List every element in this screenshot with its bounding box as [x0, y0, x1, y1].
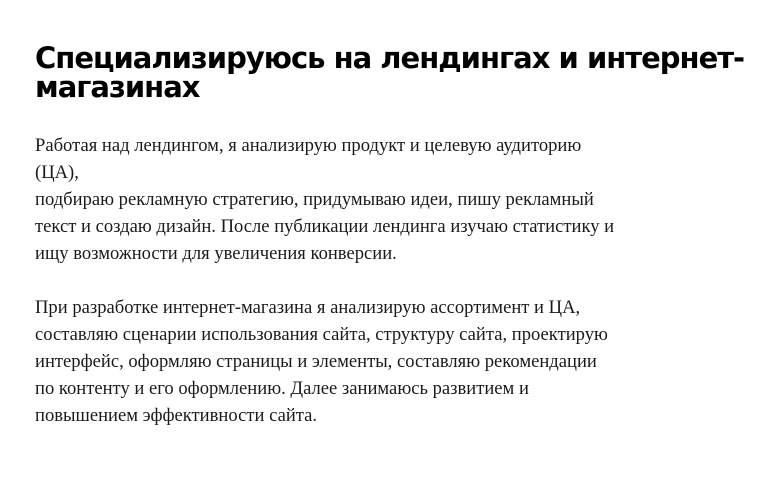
paragraph-line: по контенту и его оформлению. Далее занимаюсь развитием и	[35, 378, 529, 399]
paragraph-line: Работая над лендингом, я анализирую продукт и целевую аудиторию	[35, 135, 582, 156]
landing-description-paragraph	[35, 132, 755, 267]
paragraph-line: составляю сценарии использования сайта, структуру сайта, проектирую	[35, 324, 608, 345]
content-section	[35, 41, 755, 429]
paragraph-line: повышением эффективности сайта.	[35, 405, 318, 426]
section-title	[35, 41, 755, 104]
paragraph-line: подбираю рекламную стратегию, придумываю идеи, пишу рекламный	[35, 189, 594, 210]
paragraph-line: ищу возможности для увеличения конверсии.	[35, 243, 397, 264]
paragraph-line: текст и создаю дизайн. После публикации лендинга изучаю статистику и	[35, 216, 615, 237]
paragraph-line: интерфейс, оформляю страницы и элементы, составляю рекомендации	[35, 351, 597, 372]
paragraph-line: При разработке интернет-магазина я анализирую ассортимент и ЦА,	[35, 297, 581, 318]
section-title-line: Специализируюсь на лендингах и интернет-	[35, 41, 745, 75]
ecommerce-description-paragraph	[35, 294, 755, 429]
paragraph-line: (ЦА),	[35, 162, 79, 183]
section-title-line: магазинах	[35, 70, 200, 104]
